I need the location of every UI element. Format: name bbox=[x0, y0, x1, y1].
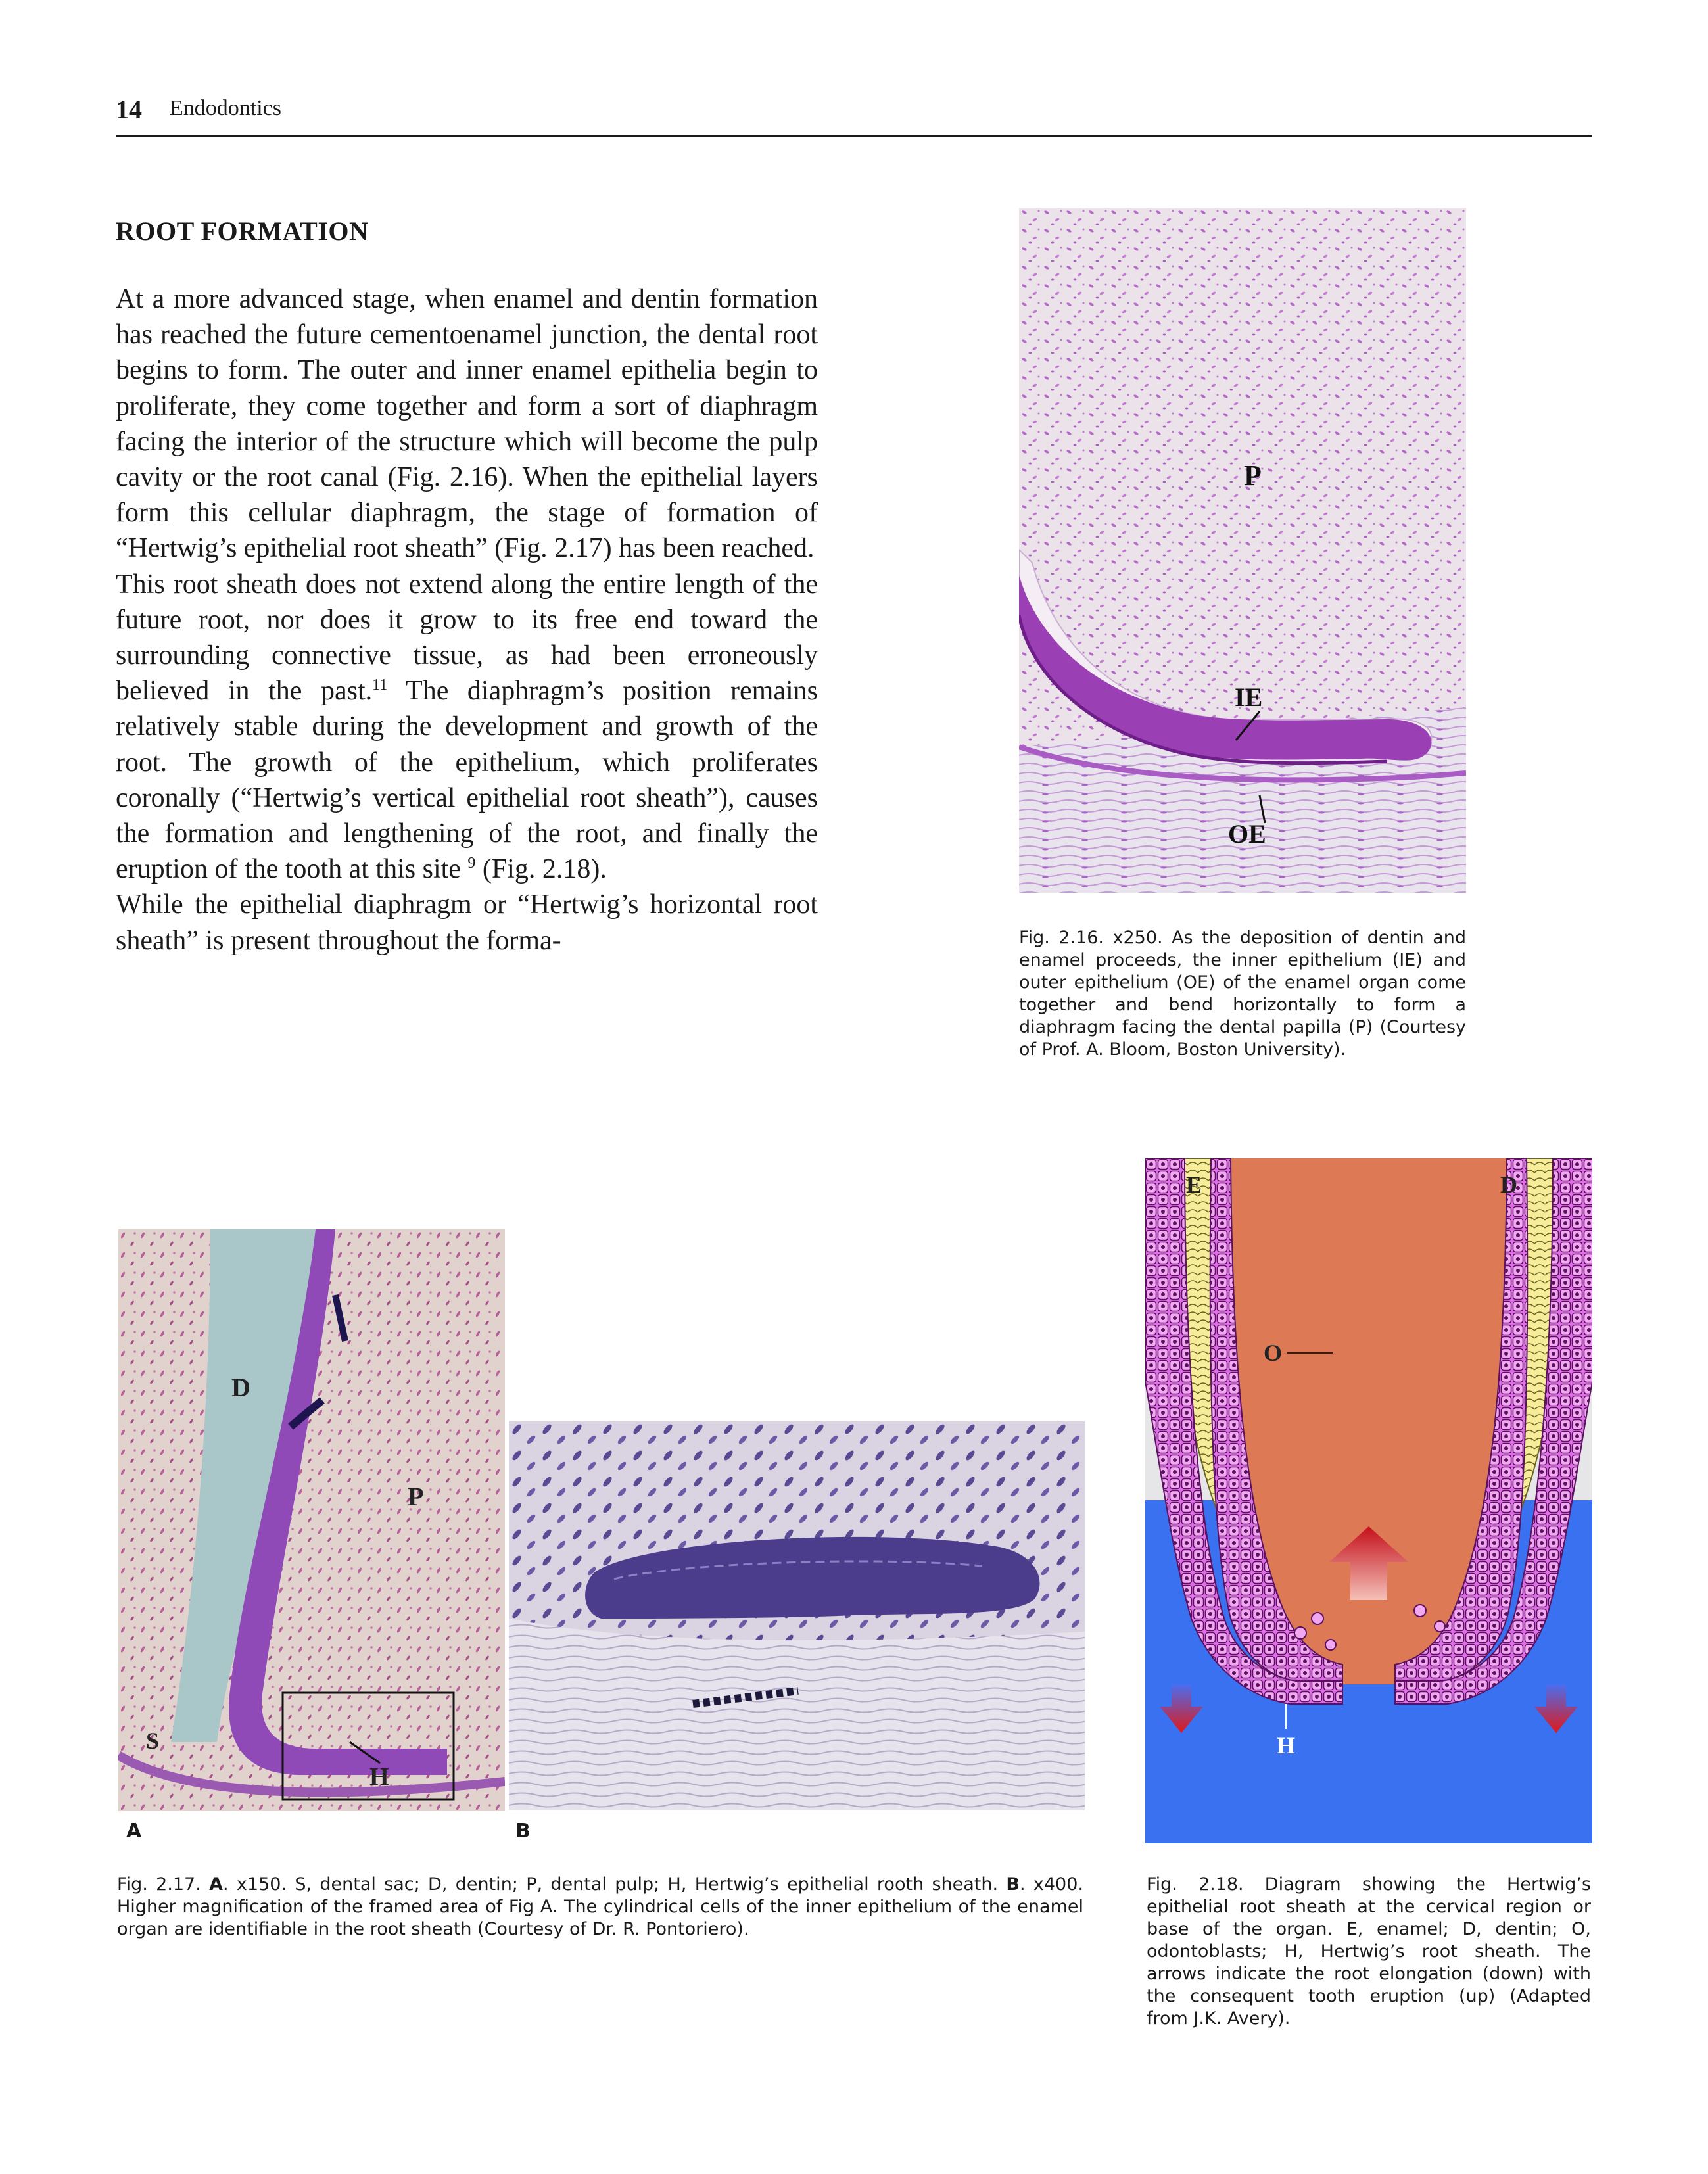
paragraph-1: At a more advanced stage, when enamel and dentin formation has reached the future cementoenamel junction, the dental root begins to form. The outer and inner enamel epithelia begin to proliferate, they come together and form a sort of diaphragm facing the interior of the structure which will become the pulp cavity or the root canal (Fig. 2.16). When the epithelial layers form this cellular diaphragm, the stage of formation of “Hertwig’s epithelial root sheath” (Fig. 2.17) has been reached. bbox=[116, 284, 818, 564]
figure-2-17a-micrograph bbox=[118, 1229, 505, 1811]
figure-2-17-caption-b: B bbox=[1006, 1874, 1020, 1895]
figure-2-17b-micrograph bbox=[509, 1421, 1085, 1810]
citation-11: 11 bbox=[372, 676, 388, 694]
label-e: E bbox=[1186, 1171, 1202, 1198]
cell-dot-2 bbox=[1294, 1627, 1306, 1639]
connective-tissue bbox=[509, 1619, 1085, 1810]
running-title: Endodontics bbox=[170, 96, 281, 120]
label-h: H bbox=[369, 1763, 389, 1791]
page-number: 14 bbox=[116, 95, 142, 124]
cell-dot-5 bbox=[1435, 1621, 1445, 1632]
label-d: D bbox=[231, 1373, 250, 1402]
header-rule bbox=[116, 135, 1592, 137]
paragraph-2-part-a: This root sheath does not extend along the entire length of the future root, nor does it grow to its free end toward the surrounding connective tissue, as had been erroneously believed in the past. bbox=[116, 569, 818, 707]
figure-2-18-caption: Fig. 2.18. Diagram showing the Hertwig’s epithelial root sheath at the cervical region or base of the organ. E, enamel; D, dentin; O, odontoblasts; H, Hertwig’s root sheath. The arrows indicate the root elongation (down) with the consequent tooth eruption (up) (Adapted from J.K. Avery). bbox=[1147, 1874, 1591, 2029]
figure-2-16-caption: Fig. 2.16. x250. As the deposition of dentin and enamel proceeds, the inner epithelium (IE) and outer epithelium (OE) of the enamel organ come together and bend horizontally to form a diaphragm facing the dental papilla (P) (Courtesy of Prof. A. Bloom, Boston University). bbox=[1019, 928, 1466, 1060]
label-oe: OE bbox=[1228, 819, 1266, 849]
figure-2-17-caption-mid: . x150. S, dental sac; D, dentin; P, dental pulp; H, Hertwig’s epithelial rooth sheath. bbox=[223, 1874, 1007, 1895]
citation-9: 9 bbox=[467, 855, 476, 872]
label-o: O bbox=[1264, 1340, 1283, 1366]
section-heading: ROOT FORMATION bbox=[116, 216, 369, 246]
figure-2-17-caption-lead: Fig. 2.17. bbox=[117, 1874, 210, 1895]
figure-2-17-caption bbox=[117, 1874, 1083, 1941]
figure-2-16-micrograph bbox=[1019, 208, 1466, 893]
body-text bbox=[116, 281, 818, 958]
cell-dot-4 bbox=[1414, 1605, 1426, 1617]
label-p: P bbox=[408, 1482, 424, 1511]
paragraph-2-part-c: (Fig. 2.18). bbox=[475, 854, 607, 885]
figure-2-17-caption-end: . x400. Higher magnification of the framed area of Fig A. The cylindrical cells of the inner epithelium of the enamel organ are identifiable in the root sheath (Courtesy of Dr. R. Pontoriero). bbox=[117, 1874, 1083, 1939]
label-ie: IE bbox=[1235, 682, 1263, 712]
label-d: D bbox=[1500, 1171, 1517, 1198]
paragraph-3: While the epithelial diaphragm or “Hertwig’s horizontal root sheath” is present throughout the forma- bbox=[116, 889, 818, 956]
cell-dot-3 bbox=[1325, 1640, 1336, 1650]
label-s: S bbox=[146, 1728, 160, 1754]
panel-a-label: A bbox=[126, 1820, 142, 1843]
figure-2-18-diagram bbox=[1145, 1158, 1592, 1843]
panel-b-label: B bbox=[515, 1820, 531, 1843]
label-p: P bbox=[1244, 460, 1262, 492]
label-h: H bbox=[1277, 1732, 1296, 1759]
paragraph-2 bbox=[116, 567, 818, 887]
figure-2-17-caption-a: A bbox=[209, 1874, 224, 1895]
paragraph-2-part-b: The diaphragm’s position remains relatively stable during the development and growth of the root. The growth of the epithelium, which proliferates coronally (“Hertwig’s vertical epithelial root sheath”), causes the formation and lengthening of the root, and finally the eruption of the tooth at this site bbox=[116, 676, 818, 885]
cell-dot-1 bbox=[1312, 1613, 1323, 1624]
